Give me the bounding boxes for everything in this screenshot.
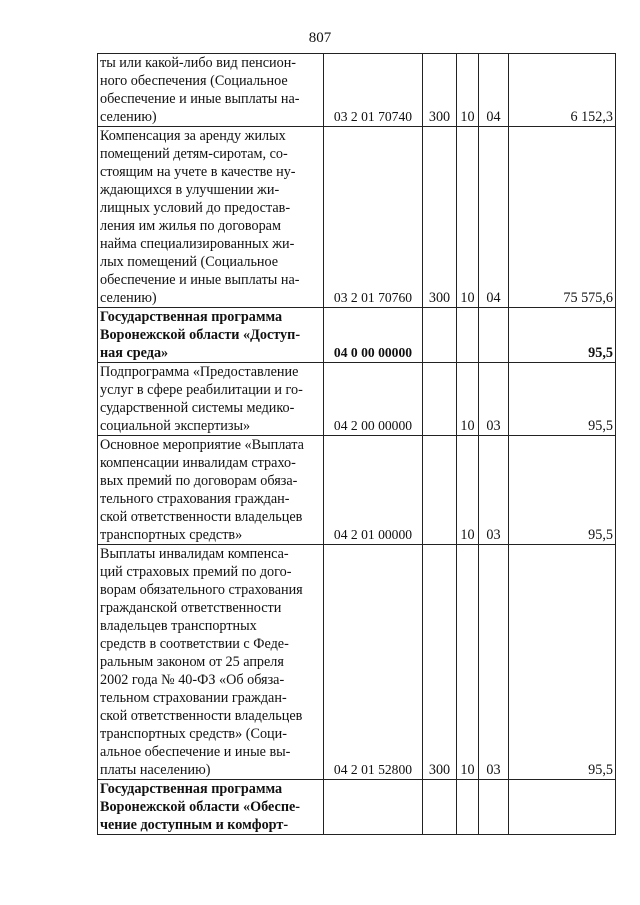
- row-name: [98, 545, 324, 780]
- row-code: 03 2 01 70760: [324, 127, 423, 308]
- row-name-line: альное обеспечение и иные вы-: [100, 744, 291, 760]
- row-name-line: ральным законом от 25 апреля: [100, 654, 284, 670]
- row-section: 10: [457, 436, 479, 545]
- row-name-line: ворам обязательного страхования: [100, 582, 303, 598]
- row-name-line: компенсации инвалидам страхо-: [100, 455, 296, 471]
- row-name-line: обеспечение и иные выплаты на-: [100, 91, 300, 107]
- row-name-line: селению): [100, 290, 157, 306]
- row-expense-type: 300: [423, 545, 457, 780]
- row-name-line: Основное мероприятие «Выплата: [100, 437, 304, 453]
- row-expense-type: 300: [423, 127, 457, 308]
- row-code: 04 2 01 52800: [324, 545, 423, 780]
- row-name-line: 2002 года № 40-ФЗ «Об обяза-: [100, 672, 285, 688]
- row-section: 10: [457, 545, 479, 780]
- row-name-line: ного обеспечения (Социальное: [100, 73, 288, 89]
- row-code: 04 2 00 00000: [324, 363, 423, 436]
- row-name-line: Воронежской области «Обеспе-: [100, 799, 301, 815]
- row-name-line: услуг в сфере реабилитации и го-: [100, 382, 303, 398]
- row-name-line: селению): [100, 109, 157, 125]
- row-name: [98, 127, 324, 308]
- row-section: [457, 780, 479, 835]
- row-name-line: средств в соответствии с Феде-: [100, 636, 289, 652]
- row-name-line: ской ответственности владельцев: [100, 708, 303, 724]
- row-name-line: ждающихся в улучшении жи-: [100, 182, 280, 198]
- row-name-line: Воронежской области «Доступ-: [100, 327, 301, 343]
- row-name-line: транспортных средств»: [100, 527, 243, 543]
- budget-table: [97, 53, 616, 835]
- row-name-line: чение доступным и комфорт-: [100, 817, 289, 833]
- row-sum: 95,5: [509, 436, 616, 545]
- row-name: [98, 780, 324, 835]
- row-sum: [509, 780, 616, 835]
- row-expense-type: 300: [423, 54, 457, 127]
- row-subsection: [479, 780, 509, 835]
- row-name-line: гражданской ответственности: [100, 600, 282, 616]
- row-section: 10: [457, 54, 479, 127]
- row-sum: 6 152,3: [509, 54, 616, 127]
- row-name-line: ления им жилья по договорам: [100, 218, 281, 234]
- row-name: [98, 308, 324, 363]
- row-name-line: ты или какой-либо вид пенсион-: [100, 55, 297, 71]
- table-row: [98, 127, 616, 308]
- row-sum: 95,5: [509, 308, 616, 363]
- row-name-line: стоящим на учете в качестве ну-: [100, 164, 296, 180]
- table-row: [98, 545, 616, 780]
- row-subsection: 04: [479, 127, 509, 308]
- row-name: [98, 436, 324, 545]
- row-name-line: помещений детям-сиротам, со-: [100, 146, 288, 162]
- row-name-line: найма специализированных жи-: [100, 236, 295, 252]
- row-name-line: лищных условий до предостав-: [100, 200, 291, 216]
- row-subsection: [479, 308, 509, 363]
- row-section: 10: [457, 127, 479, 308]
- row-name-line: тельном страховании граждан-: [100, 690, 287, 706]
- row-expense-type: [423, 308, 457, 363]
- row-name: [98, 54, 324, 127]
- budget-table-body: [98, 54, 616, 835]
- row-subsection: 03: [479, 363, 509, 436]
- table-row: [98, 436, 616, 545]
- row-name-line: транспортных средств» (Соци-: [100, 726, 287, 742]
- row-section: [457, 308, 479, 363]
- row-name-line: лых помещений (Социальное: [100, 254, 279, 270]
- table-row: [98, 54, 616, 127]
- page-number: 807: [308, 30, 332, 46]
- row-sum: 75 575,6: [509, 127, 616, 308]
- row-name-line: ской ответственности владельцев: [100, 509, 303, 525]
- row-name: [98, 363, 324, 436]
- table-row: [98, 363, 616, 436]
- row-expense-type: [423, 780, 457, 835]
- row-name-line: Государственная программа: [100, 781, 283, 797]
- row-name-line: Подпрограмма «Предоставление: [100, 364, 299, 380]
- row-code: 04 2 01 00000: [324, 436, 423, 545]
- table-row: [98, 780, 616, 835]
- row-code: [324, 780, 423, 835]
- row-expense-type: [423, 363, 457, 436]
- table-row: [98, 308, 616, 363]
- row-name-line: тельного страхования граждан-: [100, 491, 290, 507]
- row-sum: 95,5: [509, 545, 616, 780]
- row-name-line: платы населению): [100, 762, 211, 778]
- row-name-line: вых премий по договорам обяза-: [100, 473, 298, 489]
- row-code: 03 2 01 70740: [324, 54, 423, 127]
- row-subsection: 03: [479, 545, 509, 780]
- row-name-line: Выплаты инвалидам компенса-: [100, 546, 289, 562]
- row-section: 10: [457, 363, 479, 436]
- row-subsection: 03: [479, 436, 509, 545]
- row-name-line: социальной экспертизы»: [100, 418, 251, 434]
- row-name-line: ная среда»: [100, 345, 169, 361]
- row-name-line: владельцев транспортных: [100, 618, 257, 634]
- row-subsection: 04: [479, 54, 509, 127]
- row-name-line: ций страховых премий по дого-: [100, 564, 292, 580]
- row-code: 04 0 00 00000: [324, 308, 423, 363]
- row-sum: 95,5: [509, 363, 616, 436]
- row-name-line: Компенсация за аренду жилых: [100, 128, 286, 144]
- row-name-line: обеспечение и иные выплаты на-: [100, 272, 300, 288]
- row-expense-type: [423, 436, 457, 545]
- row-name-line: сударственной системы медико-: [100, 400, 295, 416]
- row-name-line: Государственная программа: [100, 309, 283, 325]
